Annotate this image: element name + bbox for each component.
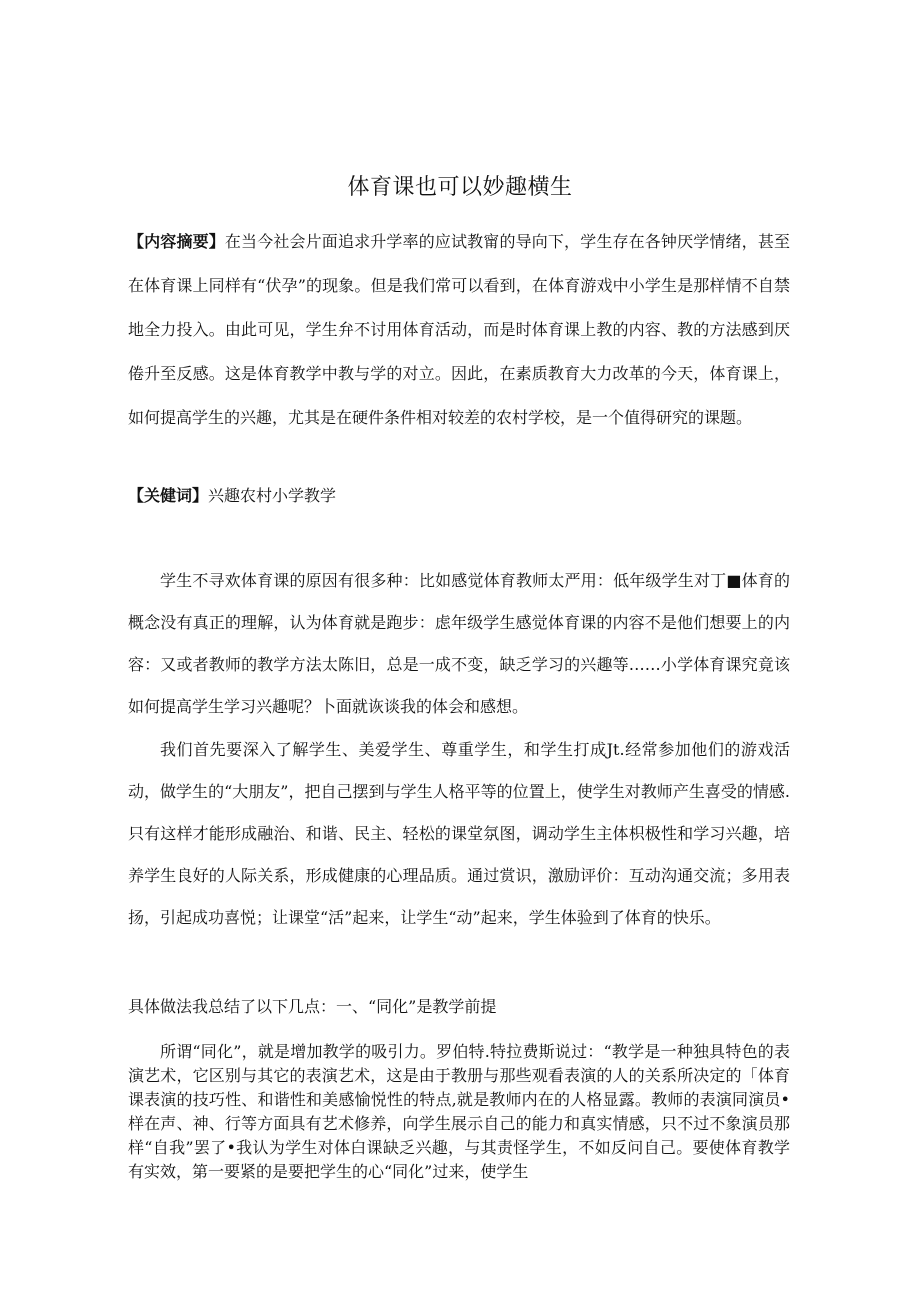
abstract-paragraph xyxy=(128,220,790,440)
abstract-text: 在当今社会片面追求升学率的应试教甯的导向下，学生存在各钟厌学情绪，甚至在体育课上同样有“伏孕”的现象。但是我们常可以看到，在体育游戏中小学生是那样情不自禁地全力投入。由此可见，学生弁不讨用体育活动，而是时体育课上教的内容、教的方法感到厌倦升至反感。这是体育教学中教与学的对立。因此，在素质教育大力改革的今天，体育课上，如何提高学生的兴趣，尤其是在硬件条件相对较差的农村学校，是一个值得研究的课题。 xyxy=(128,232,790,427)
body-paragraph-2: 我们首先要深入了解学生、美爱学生、尊重学生，和学生打成Jt.经常参加他们的游戏活动，做学生的“大朋友”，把自己摆到与学生人格平等的位置上，使学生对教师产生喜受的情感.只有这样才能形成融治、和谐、民主、轻松的课堂氛图，调动学生主体枳极性和学习兴趣，培养学生良好的人际关系，形成健康的心理品质。通过赏识，激励评价：互动沟通交流；多用表扬，引起成功喜悦；让课堂“活”起来，让学生“动”起来，学生体验到了体育的快乐。 xyxy=(128,740,790,927)
keywords-label: 【关健词】 xyxy=(128,486,209,505)
keywords-text: 兴趣农村小学教学 xyxy=(208,486,337,505)
body-paragraph-3: 具体做法我总结了以下几点：一、“同化”是教学前提 xyxy=(128,997,497,1016)
body-paragraph-1: 学生不寻欢体育课的原因有很多种：比如感觉体育教师太严用：低年级学生对丁■体育的概念没有真正的理解，认为体育就是跑步：虑年级学生感觉体育课的内容不是他们想要上的内容：又或者教师的教学方法太陈旧，总是一成不变，缺乏学习的兴趣等……小学体育课究竟该如何提高学生学习兴趣呢？卜面就诙谈我的体会和感想。 xyxy=(128,571,790,716)
body-paragraph-4: 所谓“同化”，就是增加教学的吸引力。罗伯特.特拉费斯说过：“教学是一种独具特色的表演艺术，它区别与其它的表演艺术，这是由于教册与那些观看表演的人的关系所决定的「体育课表演的技巧性、和谐性和美感愉悦性的特点,就是教师内在的人格显露。教师的表演同演员•样在声、神、行等方面具有艺术修养，向学生展示自己的能力和真实情感，只不过不象演员那样“自我”罢了•我认为学生对体白课缺乏兴趣，与其责怪学生，不如反问自己。要使体育教学有实效，第一要紧的是要把学生的心“同化”过来，使学生 xyxy=(128,1042,790,1181)
document-title: 体育课也可以妙趣横生 xyxy=(347,175,573,200)
keywords-paragraph xyxy=(128,476,790,516)
abstract-label: 【内容摘要】 xyxy=(128,232,225,251)
